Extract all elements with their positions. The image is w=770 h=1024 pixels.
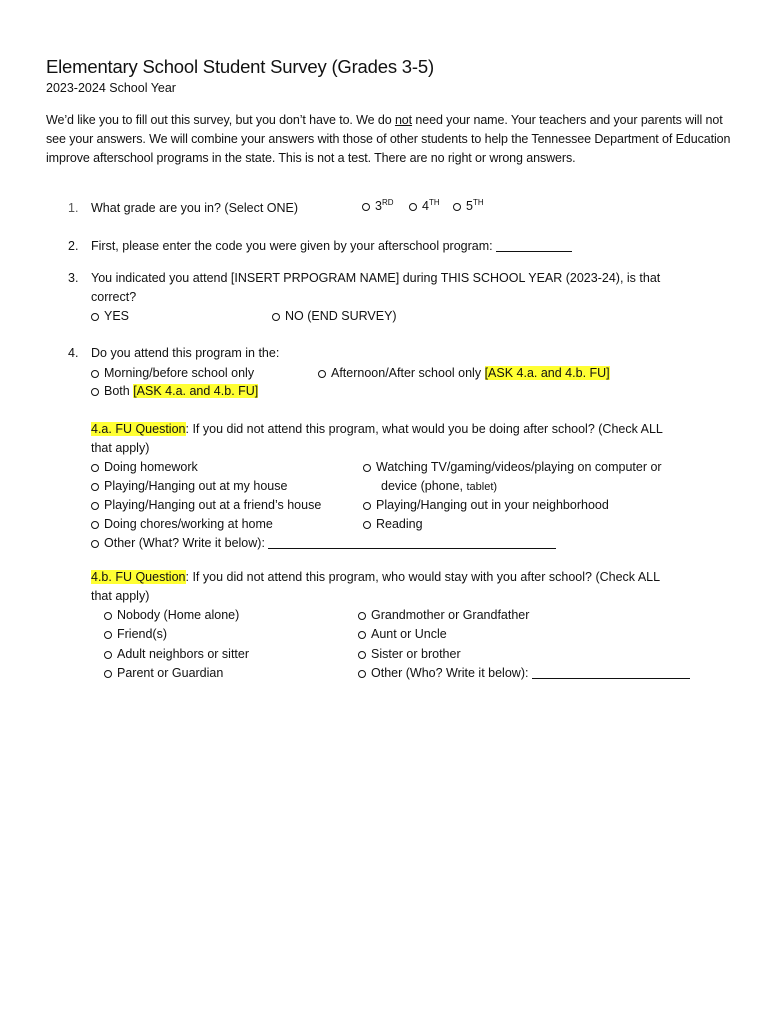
q4a-text-line2: that apply) — [91, 441, 150, 455]
program-code-blank[interactable] — [496, 251, 572, 252]
q4a-text-line1: 4.a. FU Question: If you did not attend this program, what would you be doing after school? (Check ALL — [91, 422, 663, 436]
q4a-option-reading[interactable]: Reading — [363, 517, 423, 531]
q3-number: 3. — [68, 271, 79, 285]
q4a-option-other[interactable]: Other (What? Write it below): — [91, 536, 556, 550]
checkbox-circle-icon — [104, 651, 112, 659]
q2-text: First, please enter the code you were given by your afterschool program: — [91, 239, 572, 253]
checkbox-circle-icon — [91, 521, 99, 529]
q4b-other-blank[interactable] — [532, 678, 690, 679]
q4a-option-homework[interactable]: Doing homework — [91, 460, 198, 474]
checkbox-circle-icon — [91, 483, 99, 491]
checkbox-circle-icon — [91, 370, 99, 378]
checkbox-circle-icon — [91, 388, 99, 396]
q4b-label: 4.b. FU Question — [91, 570, 186, 584]
q3-text-line1: You indicated you attend [INSERT PRPOGRAM NAME] during THIS SCHOOL YEAR (2023-24), is that — [91, 271, 661, 285]
q1-option-4th[interactable]: 4TH — [409, 199, 440, 213]
checkbox-circle-icon — [358, 670, 366, 678]
q4a-option-tv-line2: device (phone, tablet) — [381, 479, 498, 493]
checkbox-circle-icon — [104, 631, 112, 639]
q4b-option-aunt-uncle[interactable]: Aunt or Uncle — [358, 627, 447, 641]
checkbox-circle-icon — [104, 612, 112, 620]
checkbox-circle-icon — [91, 313, 99, 321]
checkbox-circle-icon — [363, 502, 371, 510]
q1-text: What grade are you in? (Select ONE) — [91, 201, 299, 215]
q4b-text-line2: that apply) — [91, 589, 150, 603]
q4a-option-chores[interactable]: Doing chores/working at home — [91, 517, 273, 531]
page-title: Elementary School Student Survey (Grades 3-5) — [46, 56, 434, 77]
q3-option-no[interactable]: NO (END SURVEY) — [272, 309, 397, 323]
school-year: 2023-2024 School Year — [46, 81, 176, 95]
q4-option-both[interactable]: Both [ASK 4.a. and 4.b. FU] — [91, 384, 258, 398]
checkbox-circle-icon — [358, 612, 366, 620]
checkbox-circle-icon — [409, 203, 417, 211]
emphasis-not: not — [394, 113, 413, 127]
q3-option-yes[interactable]: YES — [91, 309, 129, 323]
q4b-option-parent[interactable]: Parent or Guardian — [104, 666, 223, 680]
q4a-label: 4.a. FU Question — [91, 422, 186, 436]
q4a-option-home[interactable]: Playing/Hanging out at my house — [91, 479, 287, 493]
checkbox-circle-icon — [363, 464, 371, 472]
q4b-option-sibling[interactable]: Sister or brother — [358, 647, 461, 661]
q4-number: 4. — [68, 346, 79, 360]
ask-note: [ASK 4.a. and 4.b. FU] — [133, 384, 259, 398]
q4-text: Do you attend this program in the: — [91, 346, 280, 360]
q4b-text-line1: 4.b. FU Question: If you did not attend this program, who would stay with you after school? (Check ALL — [91, 570, 661, 584]
q4-option-morning[interactable]: Morning/before school only — [91, 366, 254, 380]
checkbox-circle-icon — [272, 313, 280, 321]
q4b-option-neighbors[interactable]: Adult neighbors or sitter — [104, 647, 249, 661]
q1-option-3rd[interactable]: 3RD — [362, 199, 394, 213]
q4b-option-grandparent[interactable]: Grandmother or Grandfather — [358, 608, 529, 622]
q4a-option-tv[interactable]: Watching TV/gaming/videos/playing on computer or — [363, 460, 662, 474]
checkbox-circle-icon — [91, 464, 99, 472]
q2-number: 2. — [68, 239, 79, 253]
intro-paragraph: We’d like you to fill out this survey, but you don’t have to. We do not need your name. Your teachers and your parents will not see your answers. We will combine your answers with those of other students to help the Tennessee Department of Education improve afterschool programs in the state. This is not a test. There are no right or wrong answers. — [46, 113, 731, 165]
q4-option-afternoon[interactable]: Afternoon/After school only [ASK 4.a. and 4.b. FU] — [318, 366, 610, 380]
checkbox-circle-icon — [358, 651, 366, 659]
q4b-option-nobody[interactable]: Nobody (Home alone) — [104, 608, 239, 622]
q4a-other-blank[interactable] — [268, 548, 556, 549]
q1-number: 1. — [68, 201, 79, 215]
q4b-option-friends[interactable]: Friend(s) — [104, 627, 167, 641]
q4a-option-neighborhood[interactable]: Playing/Hanging out in your neighborhood — [363, 498, 609, 512]
checkbox-circle-icon — [363, 521, 371, 529]
q4b-option-other[interactable]: Other (Who? Write it below): — [358, 666, 690, 680]
checkbox-circle-icon — [362, 203, 370, 211]
ask-note: [ASK 4.a. and 4.b. FU] — [484, 366, 610, 380]
checkbox-circle-icon — [358, 631, 366, 639]
checkbox-circle-icon — [318, 370, 326, 378]
checkbox-circle-icon — [453, 203, 461, 211]
q1-option-5th[interactable]: 5TH — [453, 199, 484, 213]
checkbox-circle-icon — [91, 502, 99, 510]
q3-text-line2: correct? — [91, 290, 137, 304]
q4a-option-friends-house[interactable]: Playing/Hanging out at a friend’s house — [91, 498, 321, 512]
checkbox-circle-icon — [91, 540, 99, 548]
checkbox-circle-icon — [104, 670, 112, 678]
